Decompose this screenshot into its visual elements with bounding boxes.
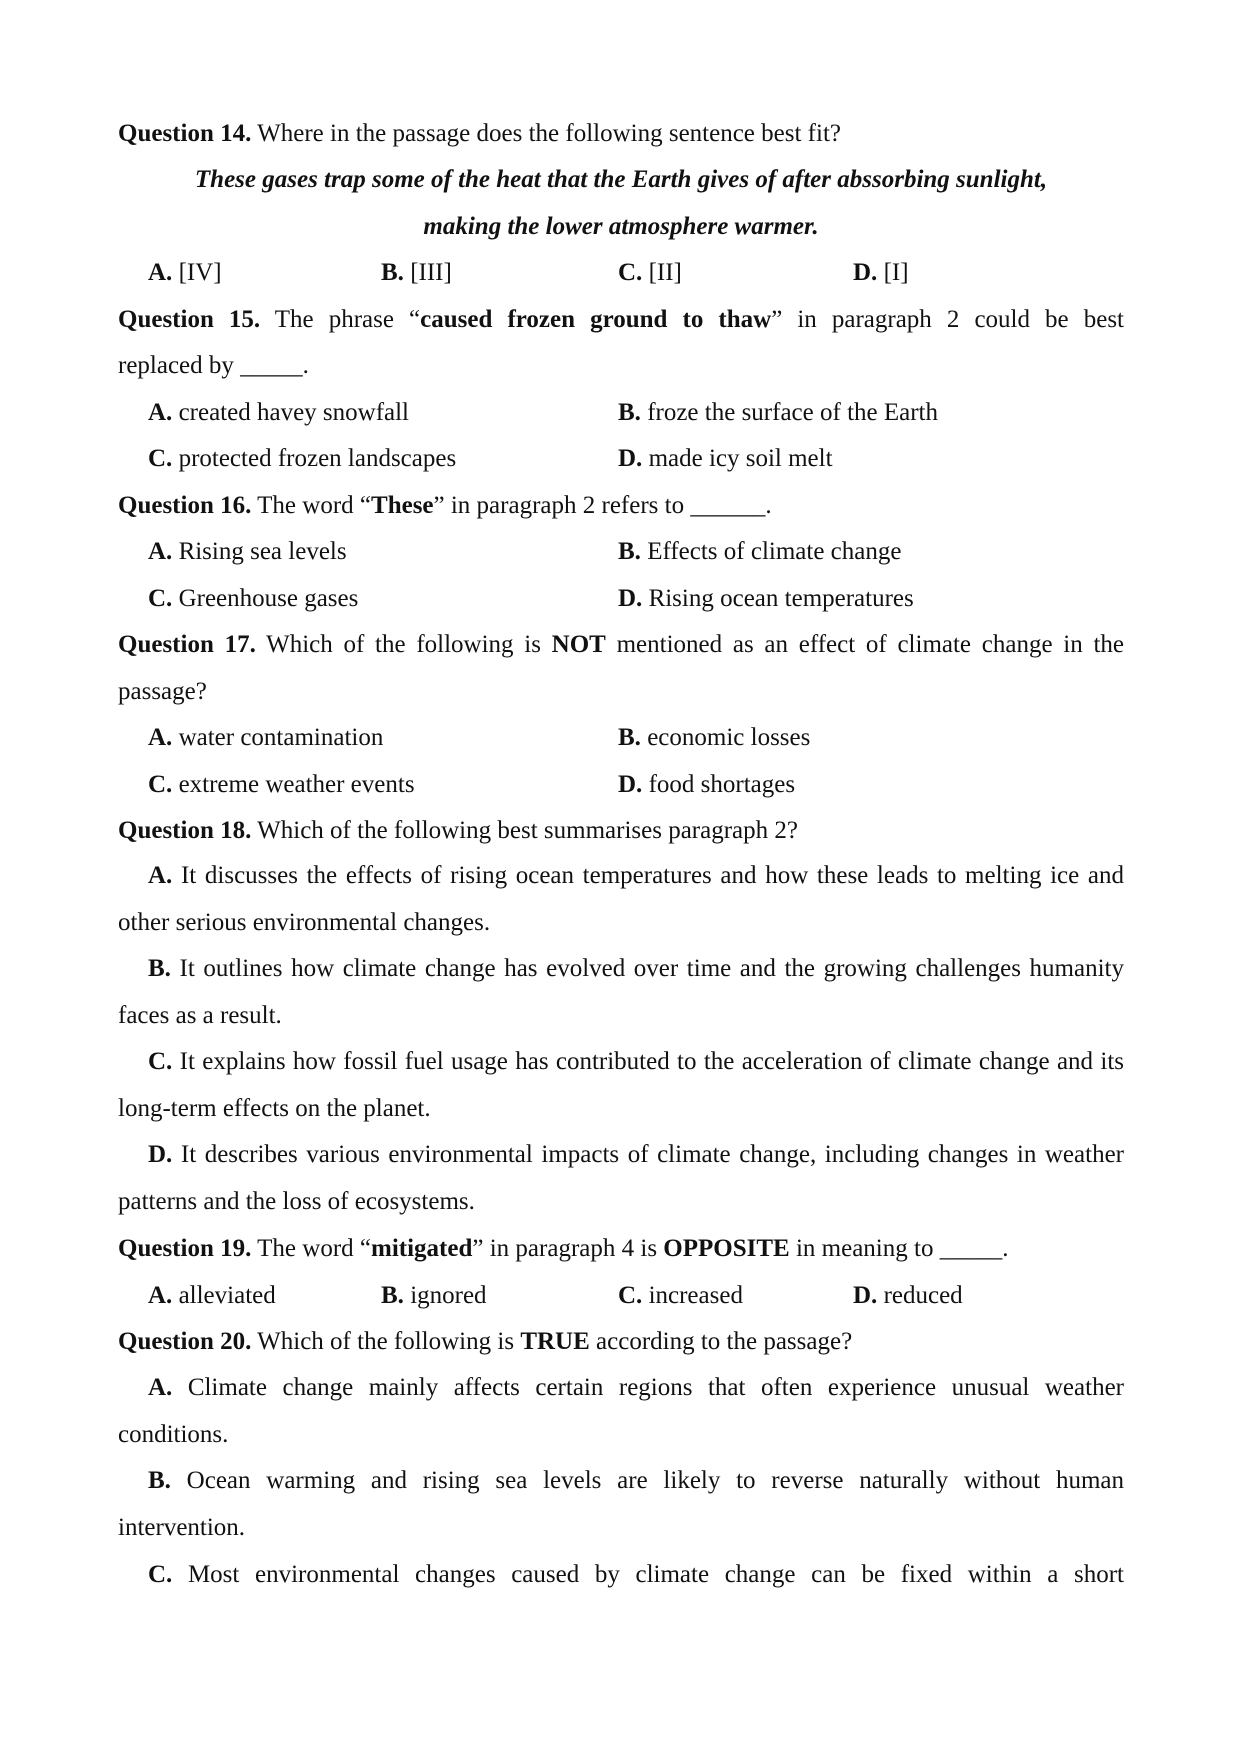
question-19-option-a[interactable]: A. alleviated [148, 1282, 276, 1309]
question-17-option-b[interactable]: B. economic losses [618, 724, 811, 751]
question-17-option-a[interactable]: A. water contamination [148, 724, 384, 751]
question-14-option-b[interactable]: B. [III] [381, 259, 452, 286]
question-14-quote-line-1: These gases trap some of the heat that the Earth gives of after abssorbing sunlight, [194, 166, 1048, 193]
question-20-stem: Question 20. Which of the following is TRUE according to the passage? [118, 1328, 853, 1355]
question-14-option-d[interactable]: D. [I] [853, 259, 909, 286]
question-15-option-c[interactable]: C. protected frozen landscapes [148, 445, 457, 472]
question-19-option-c[interactable]: C. increased [618, 1282, 743, 1309]
question-18-option-a[interactable]: A. It discusses the effects of rising ocean temperatures and how these leads to melting ice and other serious environmental changes. [118, 862, 1124, 936]
question-20-option-b[interactable]: B. Ocean warming and rising sea levels are likely to reverse naturally without human intervention. [118, 1467, 1124, 1541]
question-17-option-d[interactable]: D. food shortages [618, 771, 796, 798]
question-16-option-a[interactable]: A. Rising sea levels [148, 538, 347, 565]
question-15-stem: Question 15. The phrase “caused frozen ground to thaw” in paragraph 2 could be best [118, 306, 1124, 333]
question-15-stem-continued: replaced by _____. [118, 352, 309, 379]
question-19-stem: Question 19. The word “mitigated” in paragraph 4 is OPPOSITE in meaning to _____. [118, 1235, 1009, 1262]
question-18-stem: Question 18. Which of the following best summarises paragraph 2? [118, 817, 798, 844]
question-16-stem: Question 16. The word “These” in paragraph 2 refers to ______. [118, 492, 772, 519]
question-20-option-a[interactable]: A. Climate change mainly affects certain regions that often experience unusual weather conditions. [118, 1374, 1124, 1448]
question-15-option-d[interactable]: D. made icy soil melt [618, 445, 833, 472]
question-17-option-c[interactable]: C. extreme weather events [148, 771, 415, 798]
question-19-option-d[interactable]: D. reduced [853, 1282, 963, 1309]
question-16-option-c[interactable]: C. Greenhouse gases [148, 585, 359, 612]
question-14-option-a[interactable]: A. [IV] [148, 259, 222, 286]
question-14-stem: Question 14. Where in the passage does the following sentence best fit? [118, 120, 841, 147]
question-18-option-d[interactable]: D. It describes various environmental impacts of climate change, including changes in weather patterns and the loss of ecosystems. [118, 1141, 1124, 1215]
question-17-stem: Question 17. Which of the following is NOT mentioned as an effect of climate change in the [118, 631, 1124, 658]
question-16-option-d[interactable]: D. Rising ocean temperatures [618, 585, 914, 612]
question-17-stem-continued: passage? [118, 678, 207, 705]
question-15-option-b[interactable]: B. froze the surface of the Earth [618, 399, 938, 426]
question-18-option-c[interactable]: C. It explains how fossil fuel usage has contributed to the acceleration of climate change and its long-term effects on the planet. [118, 1048, 1124, 1122]
question-16-option-b[interactable]: B. Effects of climate change [618, 538, 902, 565]
question-18-option-b[interactable]: B. It outlines how climate change has evolved over time and the growing challenges humanity faces as a result. [118, 955, 1124, 1029]
question-20-option-c[interactable]: C. Most environmental changes caused by climate change can be fixed within a short [148, 1561, 1124, 1588]
question-14-quote-line-2: making the lower atmosphere warmer. [423, 213, 819, 240]
question-15-option-a[interactable]: A. created havey snowfall [148, 399, 410, 426]
question-19-option-b[interactable]: B. ignored [381, 1282, 487, 1309]
question-14-option-c[interactable]: C. [II] [618, 259, 682, 286]
